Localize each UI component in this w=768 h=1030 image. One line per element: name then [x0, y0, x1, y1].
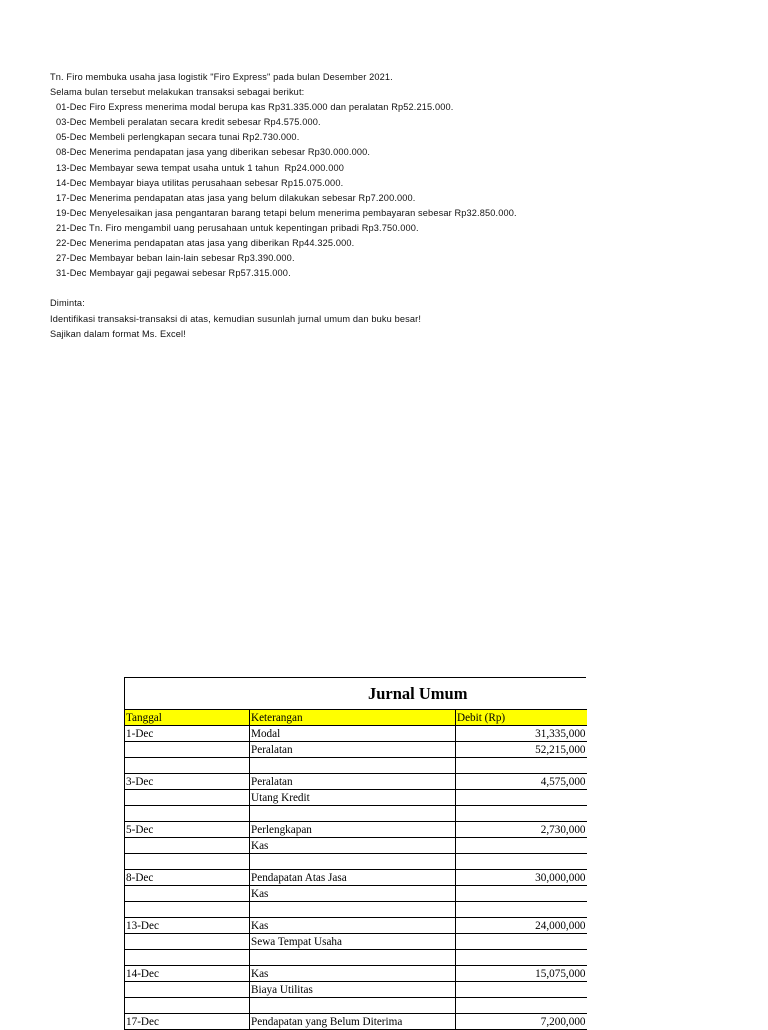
spacer	[50, 281, 517, 296]
cell-desc[interactable]	[250, 854, 456, 870]
journal-row	[125, 1014, 587, 1030]
header-row	[125, 710, 587, 726]
cell-date[interactable]	[125, 950, 250, 966]
journal-row	[125, 790, 587, 806]
intro-line: Tn. Firo membuka usaha jasa logistik "Firo Express" pada bulan Desember 2021.	[50, 72, 393, 82]
transaction-line: 17-Dec Menerima pendapatan atas jasa yang belum dilakukan sebesar Rp7.200.000.	[56, 192, 416, 203]
cell-debit[interactable]	[456, 982, 587, 998]
cell-debit[interactable]	[456, 758, 587, 774]
transaction-line: 08-Dec Menerima pendapatan jasa yang diberikan sebesar Rp30.000.000.	[56, 147, 371, 158]
cell-desc[interactable]: Sewa Tempat Usaha	[250, 934, 456, 950]
cell-debit[interactable]: 7,200,000	[456, 1014, 587, 1030]
journal-row	[125, 758, 587, 774]
journal-row	[125, 950, 587, 966]
cell-desc[interactable]: Peralatan	[250, 742, 456, 758]
transaction-line: 14-Dec Membayar biaya utilitas perusahaan sebesar Rp15.075.000.	[56, 177, 344, 188]
cell-debit[interactable]: 52,215,000	[456, 742, 587, 758]
cell-date[interactable]	[125, 838, 250, 854]
cell-desc[interactable]: Pendapatan Atas Jasa	[250, 870, 456, 886]
cell-desc[interactable]	[250, 806, 456, 822]
cell-date[interactable]	[125, 998, 250, 1014]
journal-row	[125, 854, 587, 870]
cell-desc[interactable]: Kas	[250, 838, 456, 854]
cell-debit[interactable]	[456, 934, 587, 950]
cell-date[interactable]	[125, 934, 250, 950]
journal-row	[125, 966, 587, 982]
cell-date[interactable]: 1-Dec	[125, 726, 250, 742]
cell-debit[interactable]	[456, 886, 587, 902]
journal-row	[125, 838, 587, 854]
transaction-line: 21-Dec Tn. Firo mengambil uang perusahaan untuk kepentingan pribadi Rp3.750.000.	[56, 222, 419, 233]
cell-desc[interactable]	[250, 950, 456, 966]
journal-title: Jurnal Umum	[368, 684, 468, 703]
cell-debit[interactable]: 31,335,000	[456, 726, 587, 742]
transaction-line: 27-Dec Membayar beban lain-lain sebesar Rp3.390.000.	[56, 253, 295, 264]
cell-date[interactable]: 5-Dec	[125, 822, 250, 838]
journal-row	[125, 998, 587, 1014]
transaction-line: 01-Dec Firo Express menerima modal berupa kas Rp31.335.000 dan peralatan Rp52.215.000.	[56, 102, 454, 113]
cell-desc[interactable]: Modal	[250, 726, 456, 742]
cell-debit[interactable]	[456, 998, 587, 1014]
transaction-line: 19-Dec Menyelesaikan jasa pengantaran barang tetapi belum menerima pembayaran sebesar Rp32.850.000.	[56, 207, 517, 218]
cell-date[interactable]: 13-Dec	[125, 918, 250, 934]
cell-date[interactable]	[125, 758, 250, 774]
cell-debit[interactable]: 4,575,000	[456, 774, 587, 790]
lead-line: Selama bulan tersebut melakukan transaksi sebagai berikut:	[50, 87, 305, 98]
cell-desc[interactable]	[250, 902, 456, 918]
journal-sheet	[124, 677, 586, 1030]
cell-date[interactable]	[125, 742, 250, 758]
cell-desc[interactable]: Kas	[250, 918, 456, 934]
header-desc[interactable]: Keterangan	[250, 710, 456, 726]
cell-date[interactable]: 8-Dec	[125, 870, 250, 886]
cell-debit[interactable]	[456, 838, 587, 854]
header-debit[interactable]: Debit (Rp)	[456, 710, 587, 726]
transaction-line: 05-Dec Membeli perlengkapan secara tunai Rp2.730.000.	[56, 132, 300, 143]
transaction-line: 31-Dec Membayar gaji pegawai sebesar Rp57.315.000.	[56, 268, 291, 279]
cell-desc[interactable]: Pendapatan yang Belum Diterima	[250, 1014, 456, 1030]
cell-date[interactable]	[125, 854, 250, 870]
cell-debit[interactable]: 15,075,000	[456, 966, 587, 982]
cell-date[interactable]	[125, 902, 250, 918]
transaction-line: 03-Dec Membeli peralatan secara kredit sebesar Rp4.575.000.	[56, 117, 321, 128]
diminta-label: Diminta:	[50, 298, 85, 309]
cell-debit[interactable]	[456, 950, 587, 966]
journal-row	[125, 982, 587, 998]
cell-desc[interactable]: Kas	[250, 966, 456, 982]
cell-date[interactable]: 3-Dec	[125, 774, 250, 790]
cell-desc[interactable]: Perlengkapan	[250, 822, 456, 838]
transaction-line: 13-Dec Membayar sewa tempat usaha untuk 1 tahun Rp24.000.000	[56, 162, 345, 173]
cell-date[interactable]	[125, 806, 250, 822]
cell-desc[interactable]	[250, 998, 456, 1014]
journal-table	[124, 709, 587, 1030]
cell-date[interactable]	[125, 886, 250, 902]
cell-desc[interactable]: Peralatan	[250, 774, 456, 790]
journal-row	[125, 870, 587, 886]
cell-desc[interactable]: Kas	[250, 886, 456, 902]
cell-debit[interactable]	[456, 902, 587, 918]
journal-row	[125, 774, 587, 790]
task-line: Identifikasi transaksi-transaksi di atas, kemudian susunlah jurnal umum dan buku besar!	[50, 313, 422, 324]
journal-row	[125, 934, 587, 950]
cell-date[interactable]: 14-Dec	[125, 966, 250, 982]
journal-row	[125, 726, 587, 742]
journal-title-cell[interactable]	[124, 677, 586, 709]
cell-desc[interactable]	[250, 758, 456, 774]
cell-desc[interactable]: Utang Kredit	[250, 790, 456, 806]
cell-debit[interactable]	[456, 790, 587, 806]
journal-row	[125, 742, 587, 758]
cell-debit[interactable]	[456, 806, 587, 822]
journal-row	[125, 902, 587, 918]
cell-date[interactable]	[125, 982, 250, 998]
task-line: Sajikan dalam format Ms. Excel!	[50, 328, 186, 339]
journal-row	[125, 806, 587, 822]
journal-row	[125, 918, 587, 934]
cell-debit[interactable]: 30,000,000	[456, 870, 587, 886]
cell-desc[interactable]: Biaya Utilitas	[250, 982, 456, 998]
journal-row	[125, 822, 587, 838]
header-date[interactable]: Tanggal	[125, 710, 250, 726]
cell-debit[interactable]	[456, 854, 587, 870]
journal-row	[125, 886, 587, 902]
transaction-line: 22-Dec Menerima pendapatan atas jasa yang diberikan Rp44.325.000.	[56, 238, 355, 249]
cell-debit[interactable]: 24,000,000	[456, 918, 587, 934]
problem-statement	[50, 70, 517, 342]
cell-debit[interactable]: 2,730,000	[456, 822, 587, 838]
cell-date[interactable]: 17-Dec	[125, 1014, 250, 1030]
cell-date[interactable]	[125, 790, 250, 806]
